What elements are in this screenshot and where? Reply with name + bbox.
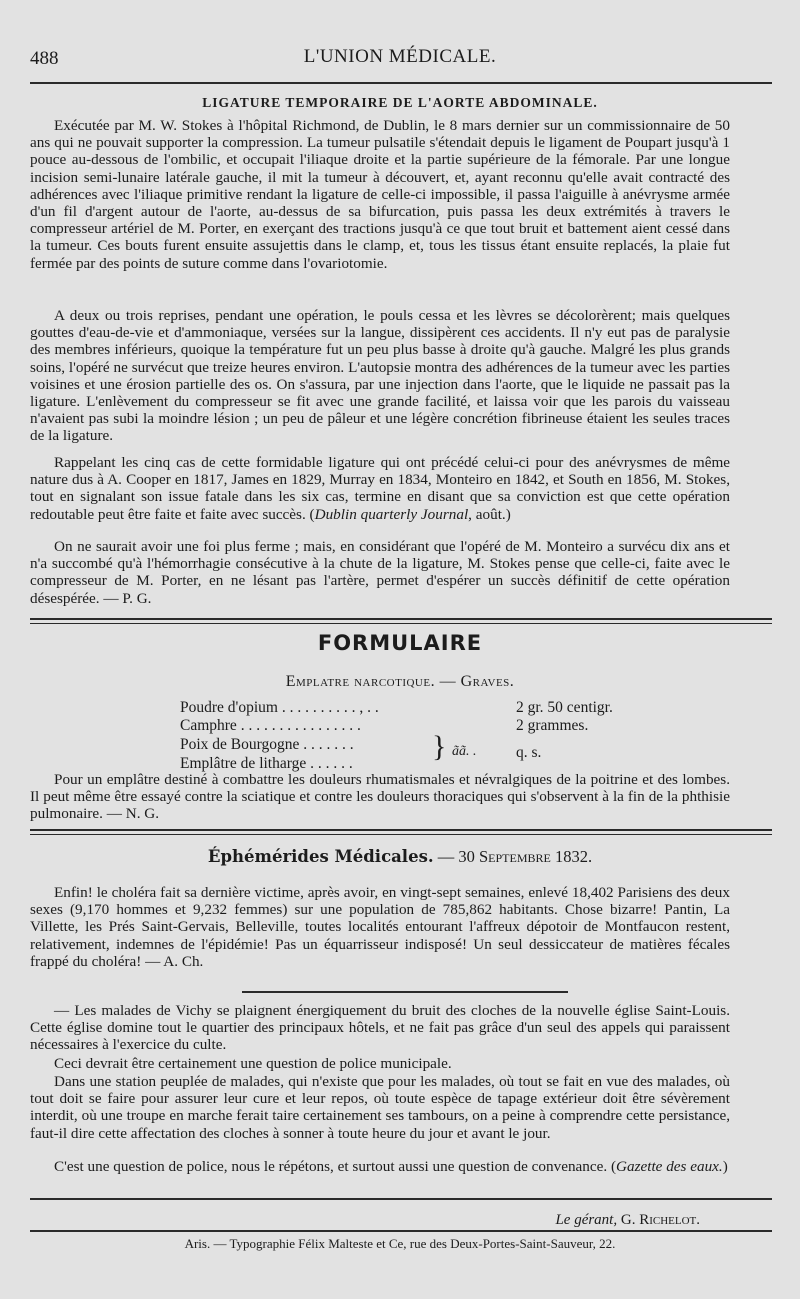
signature-prefix: Le gérant,	[555, 1212, 618, 1228]
ingredient-1-qty: 2 gr. 50 centigr.	[516, 699, 613, 716]
section-rule-2-top	[30, 829, 772, 831]
signature	[555, 1212, 700, 1229]
signature-name: G. Richelot.	[620, 1212, 700, 1228]
printer-line: Aris. — Typographie Félix Malteste et Ce, rue des Deux-Portes-Saint-Sauveur, 22.	[184, 1236, 616, 1251]
ingredient-4: Emplâtre de litharge . . . . . .	[180, 755, 353, 772]
article-source: Dublin quarterly Journal	[314, 505, 469, 523]
vichy-paragraph-4: C'est une question de police, nous le répétons, et surtout aussi une question de convenance. (Gazette des eaux.)	[54, 1158, 728, 1175]
section-rule-2-bottom	[30, 834, 772, 835]
ephemerides-date: — 30 Septembre 1832.	[437, 847, 593, 866]
brace-glyph: }	[432, 730, 447, 763]
article-title: LIGATURE TEMPORAIRE DE L'AORTE ABDOMINALE.	[202, 95, 598, 110]
vichy-paragraph-2: Ceci devrait être certainement une question de police municipale.	[54, 1055, 452, 1072]
running-title: L'UNION MÉDICALE.	[303, 46, 497, 67]
short-rule	[242, 991, 568, 993]
footer-rule-bottom	[30, 1230, 772, 1232]
aa-label: ãã. .	[452, 744, 477, 759]
header-rule	[30, 82, 772, 84]
vichy-paragraph-4-text: C'est une question de police, nous le répétons, et surtout aussi une question de convenance.	[54, 1158, 608, 1175]
article-paragraph-4: On ne saurait avoir une foi plus ferme ; mais, en considérant que l'opéré de M. Monteiro a survécu dix ans et n'a succombé qu'à l'hémorrhagie consécutive à la chute de la ligature, M. Stokes pense que celle-ci, faite avec le compresseur de M. Porter, en ne lésant pas l'artère, permet d'espérer un succès définitif de cette opération désespérée. — P. G.	[30, 538, 730, 607]
recipe-title: Emplatre narcotique. — Graves.	[285, 673, 515, 690]
vichy-source: Gazette des eaux.	[616, 1158, 723, 1175]
vichy-paragraph-1: — Les malades de Vichy se plaignent énergiquement du bruit des cloches de la nouvelle église Saint-Louis. Cette église domine tout le quartier des principaux hôtels, et ne fait pas grâce d'un seul des appels qui paraissent nécessaires à l'exercice du culte.	[30, 1002, 730, 1054]
ephemerides-text: Enfin! le choléra fait sa dernière victime, après avoir, en vingt-sept semaines, enlevé 18,402 Parisiens des deux sexes (9,170 hommes et 9,232 femmes) sur une population de 785,862 habitants. Chose bizarre! Pantin, La Villette, les Prés Saint-Gervais, Belleville, toutes localités entourant l'affreux dépotoir de Montfaucon restent, relativement, indemnes de l'épidémie! Pas un équarrisseur indisposé! Un seul dessiccateur de matières fécales frappé du choléra! — A. Ch.	[30, 884, 730, 970]
formulaire-note: Pour un emplâtre destiné à combattre les douleurs rhumatismales et névralgiques de la poitrine et des lombes. Il peut même être essayé contre la sciatique et contre les douleurs thoraciques qui s'observent à la fin de la phthisie pulmonaire. — N. G.	[30, 771, 730, 823]
page-number: 488	[30, 48, 59, 69]
article-paragraph-3: Rappelant les cinq cas de cette formidable ligature qui ont précédé celui-ci pour des anévrysmes de même nature dus à A. Cooper en 1817, James en 1829, Murray en 1834, Monteiro en 1842, et South en 1856, M. Stokes, tout en signalant son issue fatale dans les six cas, termine en disant que sa conviction est que cette opération redoutable peut être faite et faite avec succès. (Dublin quarterly Journal, août.)	[30, 454, 730, 523]
formulaire-heading: FORMULAIRE	[317, 631, 483, 655]
ingredient-1: Poudre d'opium . . . . . . . . . . , . .	[180, 699, 379, 716]
vichy-paragraph-3: Dans une station peuplée de malades, qui n'existe que pour les malades, où tout se fait en vue des malades, où tout doit se faire pour assurer leur cure et leur repos, où toute espèce de tapage extérieur doit être sévèrement interdit, où une troupe en marche ferait taire certainement ses tambours, on a peine à comprendre cette persistance, faut-il dire cette affectation des cloches à sonner à toute heure du jour et avant le jour.	[30, 1073, 730, 1142]
footer-rule-top	[30, 1198, 772, 1200]
ephemerides-title	[0, 847, 800, 867]
ephemerides-heading: Éphémérides Médicales.	[207, 847, 434, 866]
ingredient-2-qty: 2 grammes.	[516, 717, 589, 734]
aa-qty: q. s.	[516, 744, 542, 761]
article-paragraph-1: Exécutée par M. W. Stokes à l'hôpital Richmond, de Dublin, le 8 mars dernier sur un commissionnaire de 50 ans qui ne pouvait supporter la compression. La tumeur pulsatile s'étendait depuis le ligament de Poupart jusqu'à 1 pouce au-dessous de l'ombilic, et occupait l'iliaque droite et la partie supérieure de la fémorale. Par une longue incision semi-lunaire latérale gauche, il mit la tumeur à découvert, et, ayant reconnu qu'elle avait contracté des adhérences avec l'iliaque primitive rendant la ligature de celle-ci impossible, il passa l'aiguille à anévrysme armée d'un fil d'argent autour de l'aorte, au-dessus de sa bifurcation, puis passa les deux extrémités à travers le compresseur artériel de M. Porter, en exerçant des tractions jusqu'à ce que tout bruit et battement aient cessé dans la tumeur. Ces bouts furent ensuite assujettis dans le clamp, et, tous les tissus étant ensuite replacés, la plaie fut fermée par des points de suture comme dans l'ovariotomie.	[30, 117, 730, 272]
section-rule-top	[30, 618, 772, 620]
ingredient-3: Poix de Bourgogne . . . . . . .	[180, 736, 354, 753]
article-paragraph-2: A deux ou trois reprises, pendant une opération, le pouls cessa et les lèvres se décolorèrent; mais quelques gouttes d'eau-de-vie et d'ammoniaque, versées sur la langue, dissipèrent ces accidents. Il n'y eut pas de paralysie des membres inférieurs, quoique la température fut un peu plus basse à droite qu'à gauche. Malgré les plus grands soins, l'opéré ne survécut que treize heures environ. L'autopsie montra des adhérences de la tumeur avec les parties voisines et une érosion partielle des os. On s'assura, par une injection dans l'aorte, que le liquide ne passait pas la ligature. L'enlèvement du compresseur se fit avec une grande facilité, et laissa voir que les parois du vaisseau n'avaient pas subi la moindre lésion ; un peu de pâleur et une légère concrétion fibrineuse étaient les seules traces de la ligature.	[30, 307, 730, 445]
section-rule-bottom	[30, 623, 772, 624]
ingredient-2: Camphre . . . . . . . . . . . . . . . .	[180, 717, 361, 734]
article-paragraph-3-text: Rappelant les cinq cas de cette formidable ligature qui ont précédé celui-ci pour des anévrysmes de même nature dus à A. Cooper en 1817, James en 1829, Murray en 1834, Monteiro en 1842, et South en 1856, M. Stokes, tout en signalant son issue fatale dans les six cas, termine en disant que sa conviction est que cette opération redoutable peut être faite et faite avec succès.	[30, 454, 730, 523]
